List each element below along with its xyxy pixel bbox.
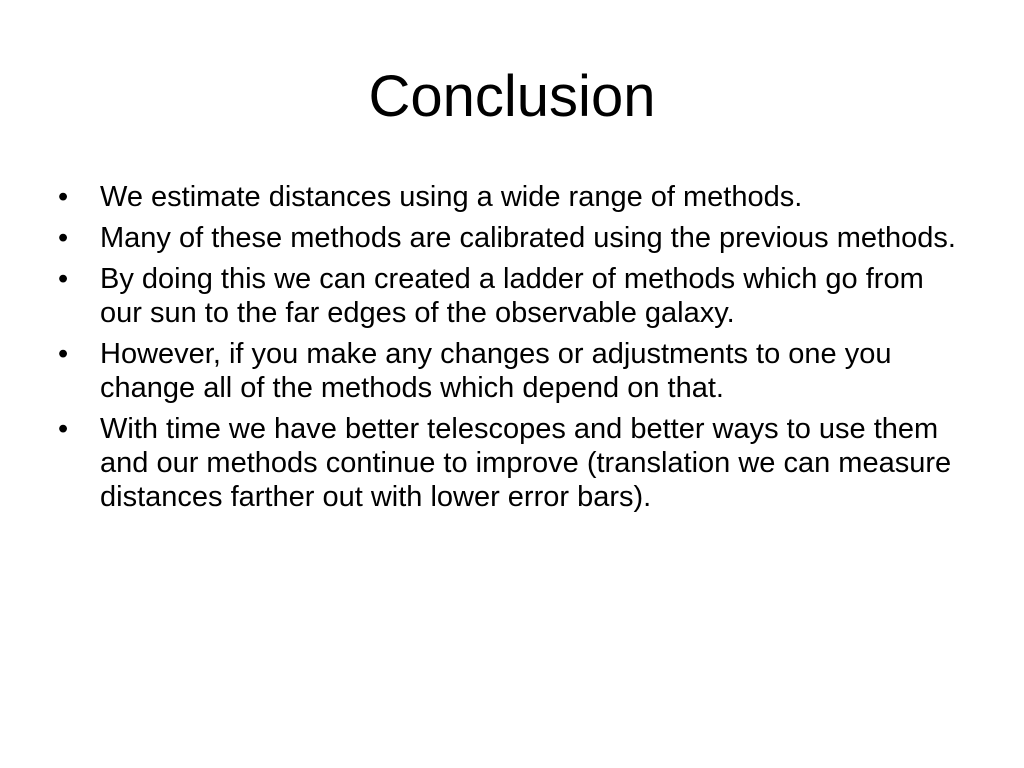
- bullet-text: By doing this we can created a ladder of methods which go from our sun to the far edges of the observable galaxy.: [100, 263, 924, 329]
- bullet-list: [58, 180, 968, 521]
- bullet-text: However, if you make any changes or adjustments to one you change all of the methods which depend on that.: [100, 338, 892, 404]
- bullet-icon: •: [58, 338, 69, 370]
- bullet-text: With time we have better telescopes and better ways to use them and our methods continue to improve (translation we can measure distances farther out with lower error bars).: [100, 413, 952, 513]
- bullet-item: [58, 180, 968, 214]
- bullet-item: [58, 412, 968, 514]
- bullet-icon: •: [58, 181, 69, 213]
- bullet-icon: •: [58, 263, 69, 295]
- bullet-item: [58, 337, 968, 405]
- bullet-icon: •: [58, 222, 69, 254]
- bullet-item: [58, 221, 968, 255]
- bullet-item: [58, 262, 968, 330]
- bullet-icon: •: [58, 413, 69, 445]
- bullet-text: We estimate distances using a wide range of methods.: [100, 181, 803, 213]
- slide-title: Conclusion: [368, 64, 656, 129]
- bullet-text: Many of these methods are calibrated using the previous methods.: [100, 222, 956, 254]
